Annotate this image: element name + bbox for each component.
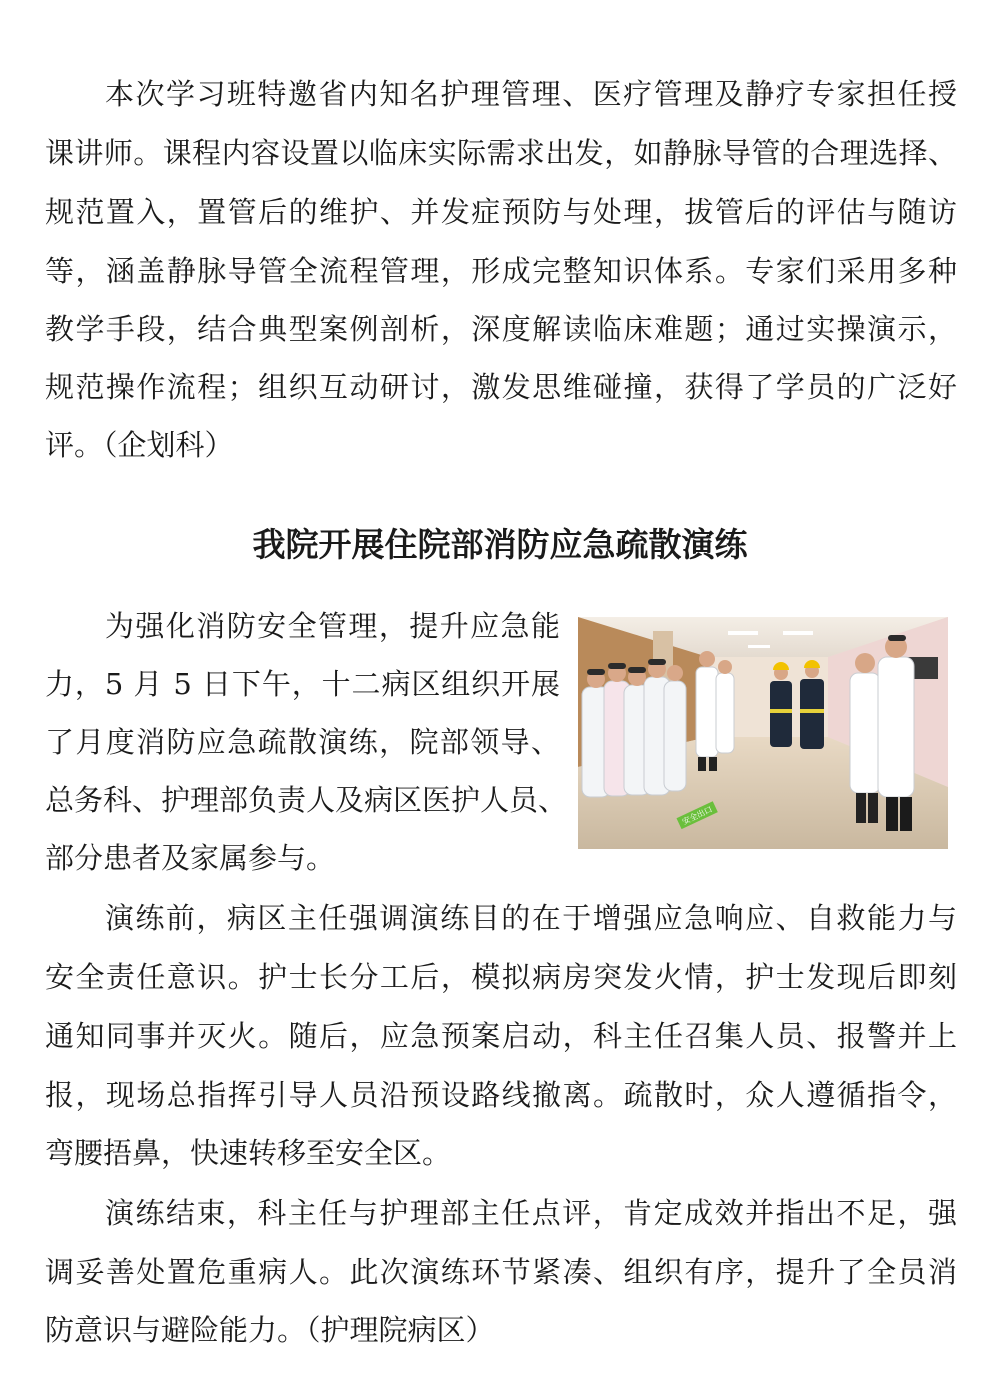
text-line: 通知同事并灭火。随后，应急预案启动，科主任召集人员、报警并上 <box>45 1019 957 1053</box>
text-line: 调妥善处置危重病人。此次演练环节紧凑、组织有序，提升了全员消 <box>45 1255 957 1289</box>
text-line: 规范置入，置管后的维护、并发症预防与处理，拔管后的评估与随访 <box>45 195 957 229</box>
floor-sign-text: 安全出口 <box>680 804 714 827</box>
text-line: 演练前，病区主任强调演练目的在于增强应急响应、自救能力与 <box>105 901 957 935</box>
text-line: 安全责任意识。护士长分工后，模拟病房突发火情，护士发现后即刻 <box>45 960 957 994</box>
text-line: 力，5 月 5 日下午，十二病区组织开展 <box>45 667 560 701</box>
text-line: 评。（企划科） <box>45 428 234 462</box>
text-line: 报，现场总指挥引导人员沿预设路线撤离。疏散时，众人遵循指令， <box>45 1078 957 1112</box>
text-line: 总务科、护理部负责人及病区医护人员、 <box>45 783 568 817</box>
text-line: 本次学习班特邀省内知名护理管理、医疗管理及静疗专家担任授 <box>105 77 957 111</box>
text-line: 为强化消防安全管理，提升应急能 <box>105 609 560 643</box>
text-line: 规范操作流程；组织互动研讨，激发思维碰撞，获得了学员的广泛好 <box>45 370 957 404</box>
article-title: 我院开展住院部消防应急疏散演练 <box>252 525 748 564</box>
text-line: 部分患者及家属参与。 <box>45 841 336 875</box>
text-line: 课讲师。课程内容设置以临床实际需求出发，如静脉导管的合理选择、 <box>45 136 957 170</box>
text-line: 了月度消防应急疏散演练，院部领导、 <box>45 725 560 759</box>
text-line: 弯腰捂鼻，快速转移至安全区。 <box>45 1136 452 1170</box>
fire-drill-photo <box>578 617 948 849</box>
text-line: 等，涵盖静脉导管全流程管理，形成完整知识体系。专家们采用多种 <box>45 254 957 288</box>
text-line: 防意识与避险能力。（护理院病区） <box>45 1313 495 1347</box>
text-line: 演练结束，科主任与护理部主任点评，肯定成效并指出不足，强 <box>105 1196 957 1230</box>
text-line: 教学手段，结合典型案例剖析，深度解读临床难题；通过实操演示， <box>45 312 957 346</box>
